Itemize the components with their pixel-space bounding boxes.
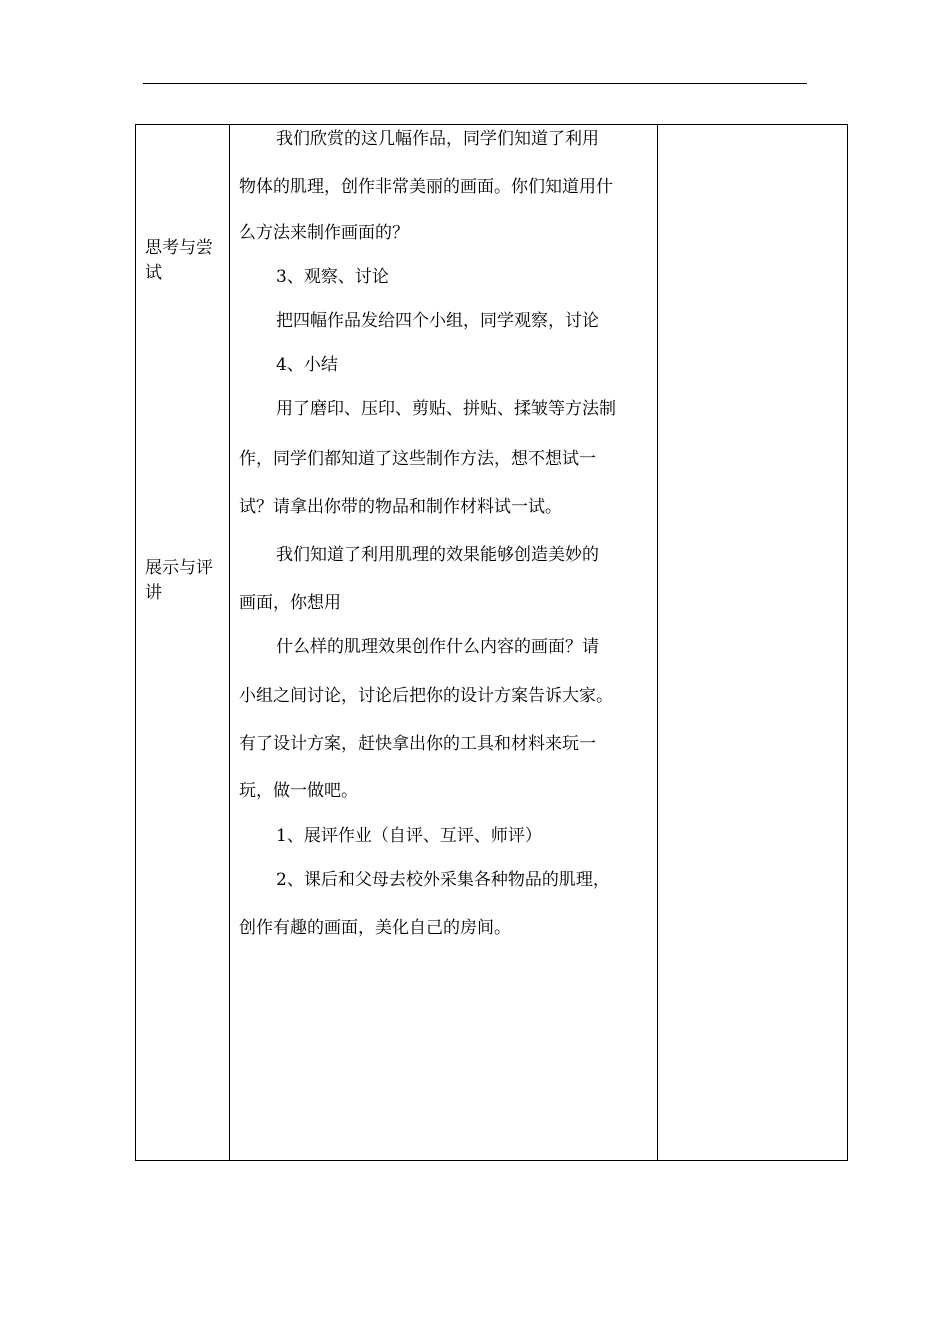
content-line: 3、观察、讨论 [276, 267, 389, 287]
content-line: 么方法来制作画面的？ [239, 223, 409, 243]
content-line: 创作有趣的画面，美化自己的房间。 [239, 918, 511, 938]
stage-label-think-and-try: 思考与尝试 [145, 238, 213, 283]
lesson-table [135, 124, 848, 1161]
content-line: 1、展评作业（自评、互评、师评） [276, 826, 542, 846]
content-line: 我们欣赏的这几幅作品，同学们知道了利用 [276, 129, 599, 149]
content-line: 什么样的肌理效果创作什么内容的画面？请 [276, 637, 599, 657]
content-line: 把四幅作品发给四个小组，同学观察，讨论 [276, 311, 599, 331]
content-line: 作，同学们都知道了这些制作方法，想不想试一 [239, 449, 596, 469]
content-line: 用了磨印、压印、剪贴、拼贴、揉皱等方法制 [276, 399, 616, 419]
content-line: 我们知道了利用肌理的效果能够创造美妙的 [276, 545, 599, 565]
content-line: 玩，做一做吧。 [239, 781, 358, 801]
column-divider [229, 125, 230, 1160]
content-line: 4、小结 [276, 355, 338, 375]
header-rule [143, 83, 807, 84]
content-line: 小组之间讨论，讨论后把你的设计方案告诉大家。 [239, 686, 613, 706]
lesson-content [239, 125, 651, 940]
content-line: 2、课后和父母去校外采集各种物品的肌理， [276, 870, 610, 890]
notes-cell [658, 125, 847, 1160]
content-line: 试？请拿出你带的物品和制作材料试一试。 [239, 497, 562, 517]
content-line: 物体的肌理，创作非常美丽的画面。你们知道用什 [239, 177, 613, 197]
stage-label-show-and-review: 展示与评讲 [145, 558, 213, 603]
content-line: 画面，你想用 [239, 593, 341, 613]
content-line: 有了设计方案，赶快拿出你的工具和材料来玩一 [239, 734, 596, 754]
